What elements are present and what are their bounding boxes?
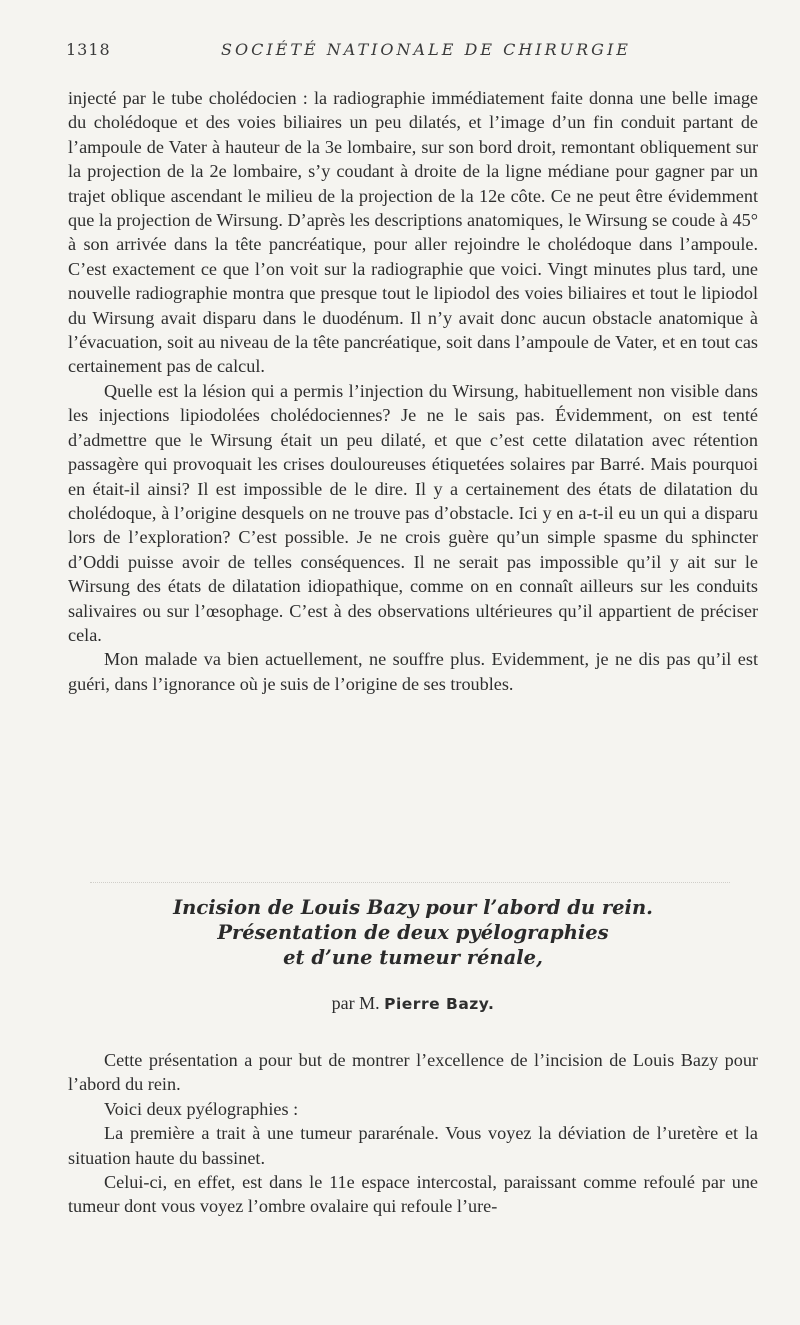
page-number: 1318 — [66, 40, 111, 59]
title-line: et d’une tumeur rénale, — [283, 946, 543, 969]
author-name: Pierre Bazy. — [384, 995, 495, 1013]
paragraph: Mon malade va bien actuellement, ne souffre plus. Evidemment, je ne dis pas qu’il est guéri, dans l’ignorance où je suis de l’origine de ses troubles. — [68, 649, 758, 694]
second-article-body — [68, 1048, 758, 1219]
byline — [68, 993, 758, 1014]
paragraph: Cette présentation a pour but de montrer l’excellence de l’incision de Louis Bazy pour l’abord du rein. — [68, 1050, 758, 1095]
running-head — [66, 40, 756, 62]
paragraph: injecté par le tube cholédocien : la radiographie immédiatement faite donna une belle image du cholédoque et des voies biliaires un peu dilatés, et l’image d’un fin conduit partant de l’ampoule de Vater à hauteur de la 3e lombaire, sur son bord droit, remontant obliquement sur la projection de la 2e lombaire, s’y coudant à droite de la ligne médiane pour gagner par un trajet oblique ascendant le milieu de la projection de la 12e côte. Ce ne peut être évidemment que la projection de Wirsung. D’après les descriptions anatomiques, le Wirsung se coude à 45° à son arrivée dans la tête pancréatique, pour aller rejoindre le cholédoque dans l’ampoule. C’est exactement ce que l’on voit sur la radiographie que voici. Vingt minutes plus tard, une nouvelle radiographie montra que presque tout le lipiodol des voies biliaires et tout le lipiodol du Wirsung avait disparu dans le duodénum. Il n’y avait donc aucun obstacle anatomique à l’évacuation, soit au niveau de la tête pancréatique, soit dans l’ampoule de Vater, et en tout cas certainement pas de calcul. — [68, 88, 758, 377]
title-line: Incision de Louis Bazy pour l’abord du rein. — [173, 896, 653, 919]
paragraph: Celui-ci, en effet, est dans le 11e espace intercostal, paraissant comme refoulé par une tumeur dont vous voyez l’ombre ovalaire qui refoule l’ure- — [68, 1172, 758, 1217]
first-article-body — [68, 86, 758, 696]
paragraph: Quelle est la lésion qui a permis l’injection du Wirsung, habituellement non visible dans les injections lipiodolées cholédociennes? Je ne le sais pas. Évidemment, on est tenté d’admettre que le Wirsung était un peu dilaté, et que c’est cette dilatation avec rétention passagère qui provoquait les crises douloureuses étiquetées solaires par Barré. Mais pourquoi en était-il ainsi? Il est impossible de le dire. Il y a certainement des états de dilatation du cholédoque, à l’origine desquels on ne trouve pas d’obstacle. Ici y en a-t-il eu un qui a disparu lors de l’exploration? C’est possible. Je ne crois guère qu’un simple spasme du sphincter d’Oddi puisse avoir de telles conséquences. Il ne serait pas impossible qu’il y ait sur le Wirsung des états de dilatation idiopathique, comme on en connaît ailleurs sur les conduits salivaires ou sur l’œsophage. C’est à des observations ultérieures qu’il appartient de préciser cela. — [68, 380, 758, 645]
article-title — [68, 895, 758, 970]
paragraph: Voici deux pyélographies : — [104, 1098, 299, 1119]
paragraph: La première a trait à une tumeur pararénale. Vous voyez la déviation de l’uretère et la situation haute du bassinet. — [68, 1123, 758, 1168]
byline-prefix: par M. — [331, 993, 380, 1013]
section-divider — [90, 882, 730, 883]
title-line: Présentation de deux pyélographies — [217, 921, 609, 944]
journal-title: SOCIÉTÉ NATIONALE DE CHIRURGIE — [221, 40, 631, 59]
